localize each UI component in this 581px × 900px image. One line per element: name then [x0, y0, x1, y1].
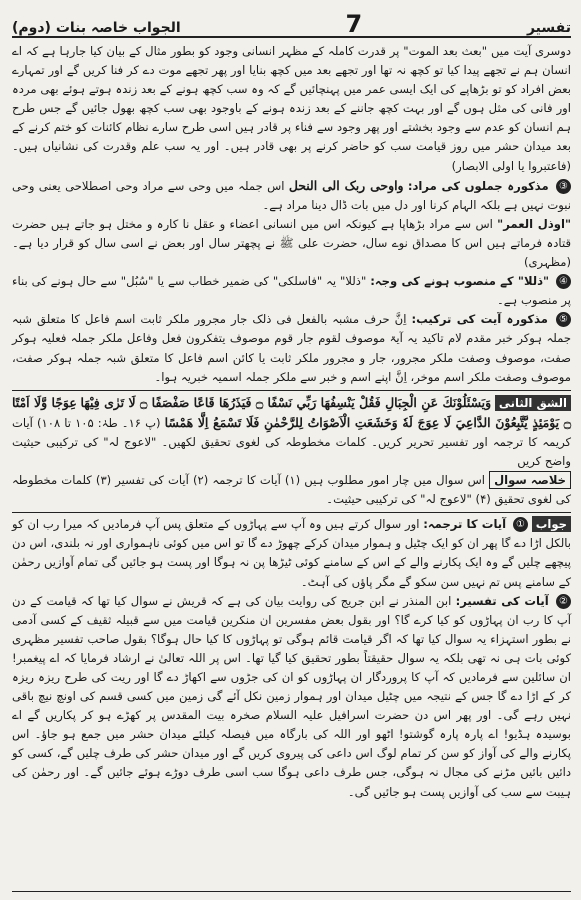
- q3-label: مذکورہ جملوں کی مراد:: [407, 178, 549, 193]
- answer-2-block: [12, 592, 571, 802]
- summary-label: خلاصہ سوال: [489, 471, 571, 489]
- second-part-block: [12, 393, 571, 471]
- q4-text: "ذللا" یہ "فاسلکی" کی ضمیر خطاب سے یا "سُبُل" سے حال ہونے کی بناء پر منصوب ہے۔: [12, 274, 571, 308]
- answer-2-marker: ②: [556, 594, 571, 609]
- answer-1-marker: ①: [513, 517, 528, 532]
- footer-rule: [12, 891, 571, 892]
- q4-block: [12, 272, 571, 310]
- second-part-label: الشق الثانی: [495, 395, 571, 411]
- section-divider: [12, 390, 571, 391]
- paragraph-intro: دوسری آیت میں "بعث بعد الموت" پر قدرت کاملہ کے مظہر انسانی وجود کو بطور مثال کے بیان کیا جارہا ہے کہ اے انسان ہم نے تجھے پیدا کیا تو کچھ نہ تھا اور تجھے بعد میں کچھ بنایا اور پھر تجھے موت دے کر فنا کریں گے اور تمہارے بعض افراد کو تو بڑھاپے کی ایک ایسی عمر میں پہنچائیں گے کہ وہ سب کچھ ہونے کے بعد زندہ ہوتے ہوئے بھی مردہ اور فانی کی مثل ہوں گے اور بہت کچھ جاننے کے بعد زندہ ہونے کے باوجود بھی سب کچھ بھول جائیں گے جس طرح ہم انسان کو عدم سے وجود بخشتے اور پھر وجود سے فناء پر قادر ہیں اسی طرح سارے نظام کائنات کو ختم کرنے کے بعد میدان حشر میں روز قیامت سب کو حاضر کرنے پر بھی قادر ہیں۔ اور یہ سب علم وقدرت کی نشانیاں ہیں۔ (فاعتبروا یا اولی الابصار): [12, 44, 571, 173]
- q4-marker: ④: [556, 274, 571, 289]
- q5-label: مذکورہ آیت کی ترکیب:: [411, 312, 548, 327]
- q3-quote: واوحی ربک الی النحل: [288, 177, 404, 193]
- q3-marker: ③: [556, 179, 571, 194]
- summary-block: [12, 471, 571, 509]
- q3-block: [12, 176, 571, 215]
- answer-2-label: آیات کی تفسیر:: [455, 593, 549, 608]
- verse-line-1: وَيَسْئَلُوْنَكَ عَنِ الْجِبَالِ فَقُلْ يَنْسِفُهَا رَبِّي نَسْفًا ۝ فَيَذَرُهَا قَاعًا صَفْصَفًا ۝ لَا تَرٰى فِيْهَا: [80, 394, 492, 410]
- answer-divider: [12, 512, 571, 513]
- arzal-text: اس سے مراد بڑھاپا ہے کیونکہ اس میں انسانی اعضاء و عقل نا کارہ و مختل ہو جاتے ہیں حضرت قتادہ فرماتے ہیں اس کا مصداق نوے سال، حضرت علی ﷺ نے پچھتر سال اور بعض نے اسی سال کو قرار دیا ہے۔ (مظہری): [12, 216, 571, 270]
- page-number: 7: [345, 10, 363, 38]
- verse-reference: (پ ۱۶۔ طہٰ: ۱۰۵ تا ۱۰۸): [36, 415, 161, 430]
- q4-label: "ذللا" کے منصوب ہونے کی وجہ:: [370, 274, 550, 289]
- section-title: تفسیر: [526, 20, 571, 36]
- page-header: [12, 6, 571, 38]
- q3-text: اس جملہ میں وحی سے مراد وحی اصطلاحی یعنی وحی نبوت نہیں ہے بلکہ الہام کرنا اور دل میں بات ڈال دینا مراد ہے۔: [12, 178, 571, 212]
- arzal-block: [12, 215, 571, 272]
- answer-2-text: ابن المنذر نے ابن جریج کی روایت بیان کی ہے کہ قریش نے سوال کیا تھا کہ قیامت کے دن آپ کا رب ان پہاڑوں کو کیا کرے گا؟ اور بقول بعض مفسرین ان منکرین قیامت میں سے قبیلہ ثقیف کے کسی آدمی نے بطور استہزاء یہ سوال کیا تھا کہ اگر قیامت قائم ہوگی تو پہاڑوں کا کیا حال ہوگا؟ بقول صاحب تفسیر مظہری کوئی بات ہی نہ تھی بلکہ یہ سوال حقیقتاً بطور تحقیق کیا گیا تھا۔ اس پر اللہ تعالیٰ نے ارشاد فرمایا کہ اے پیغمبر! ان سائلین سے فرمادیں کہ آپ کا پروردگار ان پہاڑوں کو ان کی جڑوں سے اکھاڑ دے گا اور ریت کی طرح ریزہ ریزہ کر کے اڑا دے گا جس کے نتیجہ میں چٹیل میدان اور ہموار زمین نکل آئے گی زمین میں کسی قسم کی اونچ نیچ باقی نہیں رہے گی۔ اور پھر اس دن حضرت اسرافیل علیہ السلام صخرہ بیت المقدس پر کھڑے ہو کر پکاریں گے اے بوسیدہ ہڈیو! اے پارہ پارہ گوشتو! اٹھو اور اللہ کی بارگاہ میں فیصلہ کیلئے میدان حشر میں جمع ہو جاؤ۔ اس پکارنے والے کی آواز کو سن کر تمام لوگ اس داعی کی پیروی کریں گے اور میدان حشر کی طرف چلیں گے، کسی کو دائیں بائیں مڑنے کی مجال نہ ہوگی، جس طرف داعی ہوگا سب اسی طرف دوڑے ہوئے جائیں گے۔ اور رحمٰن کی ہیبت سے سب کی آوازیں پست ہو جائیں گی۔: [12, 593, 571, 799]
- verse-line-2: عِوَجًا وَّلَا اَمْتًا ۝ يَوْمَئِذٍ يَّتَّبِعُوْنَ الدَّاعِيَ لَا عِوَجَ لَهٗ وَخَشَعَتِ الْاَصْوَاتُ لِلرَّحْمٰنِ فَلَا تَسْمَعُ اِلَّا هَمْسًا: [12, 394, 572, 430]
- page-body: [12, 38, 571, 802]
- answer-1-label: آیات کا ترجمہ:: [423, 517, 507, 532]
- q5-block: [12, 310, 571, 386]
- book-title: الجواب خاصہ بنات (دوم): [12, 20, 181, 36]
- summary-text: اس سوال میں چار امور مطلوب ہیں (۱) آیات کا ترجمہ (۲) آیات کی تفسیر (۳) کلمات مخطوطہ کی لغوی تحقیق (۴) "لاعوج لہ" کی ترکیبی حیثیت۔: [12, 473, 571, 507]
- second-part-text: آیات کریمہ کا ترجمہ اور تفسیر تحریر کریں۔ کلمات مخطوطہ کی لغوی تحقیق لکھیں۔ "لاعوج لہ" کی ترکیبی حیثیت واضح کریں: [12, 415, 571, 468]
- q5-text: اِنَّ حرف مشبہ بالفعل فی ذلک جار مجرور ملکر ثابت اسم فاعل کا متعلق شبہ جملہ ہوکر خبر مقدم لام تاکید یہ آیۃ موصوف لقوم جار قوم موصوف یتفکرون فعل وفاعل ملکر جملہ فعلیہ ہوکر صفت، موصوف وصفت ملکر مجرور، جار و مجرور ملکر ثابت یا کائن اسم فاعل کا متعلق شبہ جملہ ہوکر صفت، موصوف وصفت ملکر اسم موخر، اِنَّ اپنے اسم و خبر سے ملکر جملہ اسمیہ خبریہ ہوا۔: [12, 312, 571, 384]
- answer-1-block: [12, 515, 571, 591]
- q5-marker: ⑤: [556, 312, 571, 327]
- arzal-label: "اوذل العمر": [497, 216, 571, 231]
- answer-1-text: اور سوال کرتے ہیں وہ آپ سے پہاڑوں کے متعلق پس آپ فرمادیں کہ میرا رب ان کو بالکل اڑا دے گا پھر ان کو ایک چٹیل و ہموار میدان کرکے چھوڑ دے گا تو اس میں کوئی ناہمواری اور نہ بلندی، اس دن پیچھے چلیں گے وہ ایک پکارنے والے کے اس کے سامنے کوئی ٹیڑھا پن نہ ہوگا اور پست ہو جائیں گی تمام آوازیں رحمٰن کے سامنے پس تم نہیں سن سکو گے مگر پاؤں کی آہٹ۔: [12, 517, 571, 589]
- answer-label: جواب: [532, 516, 571, 532]
